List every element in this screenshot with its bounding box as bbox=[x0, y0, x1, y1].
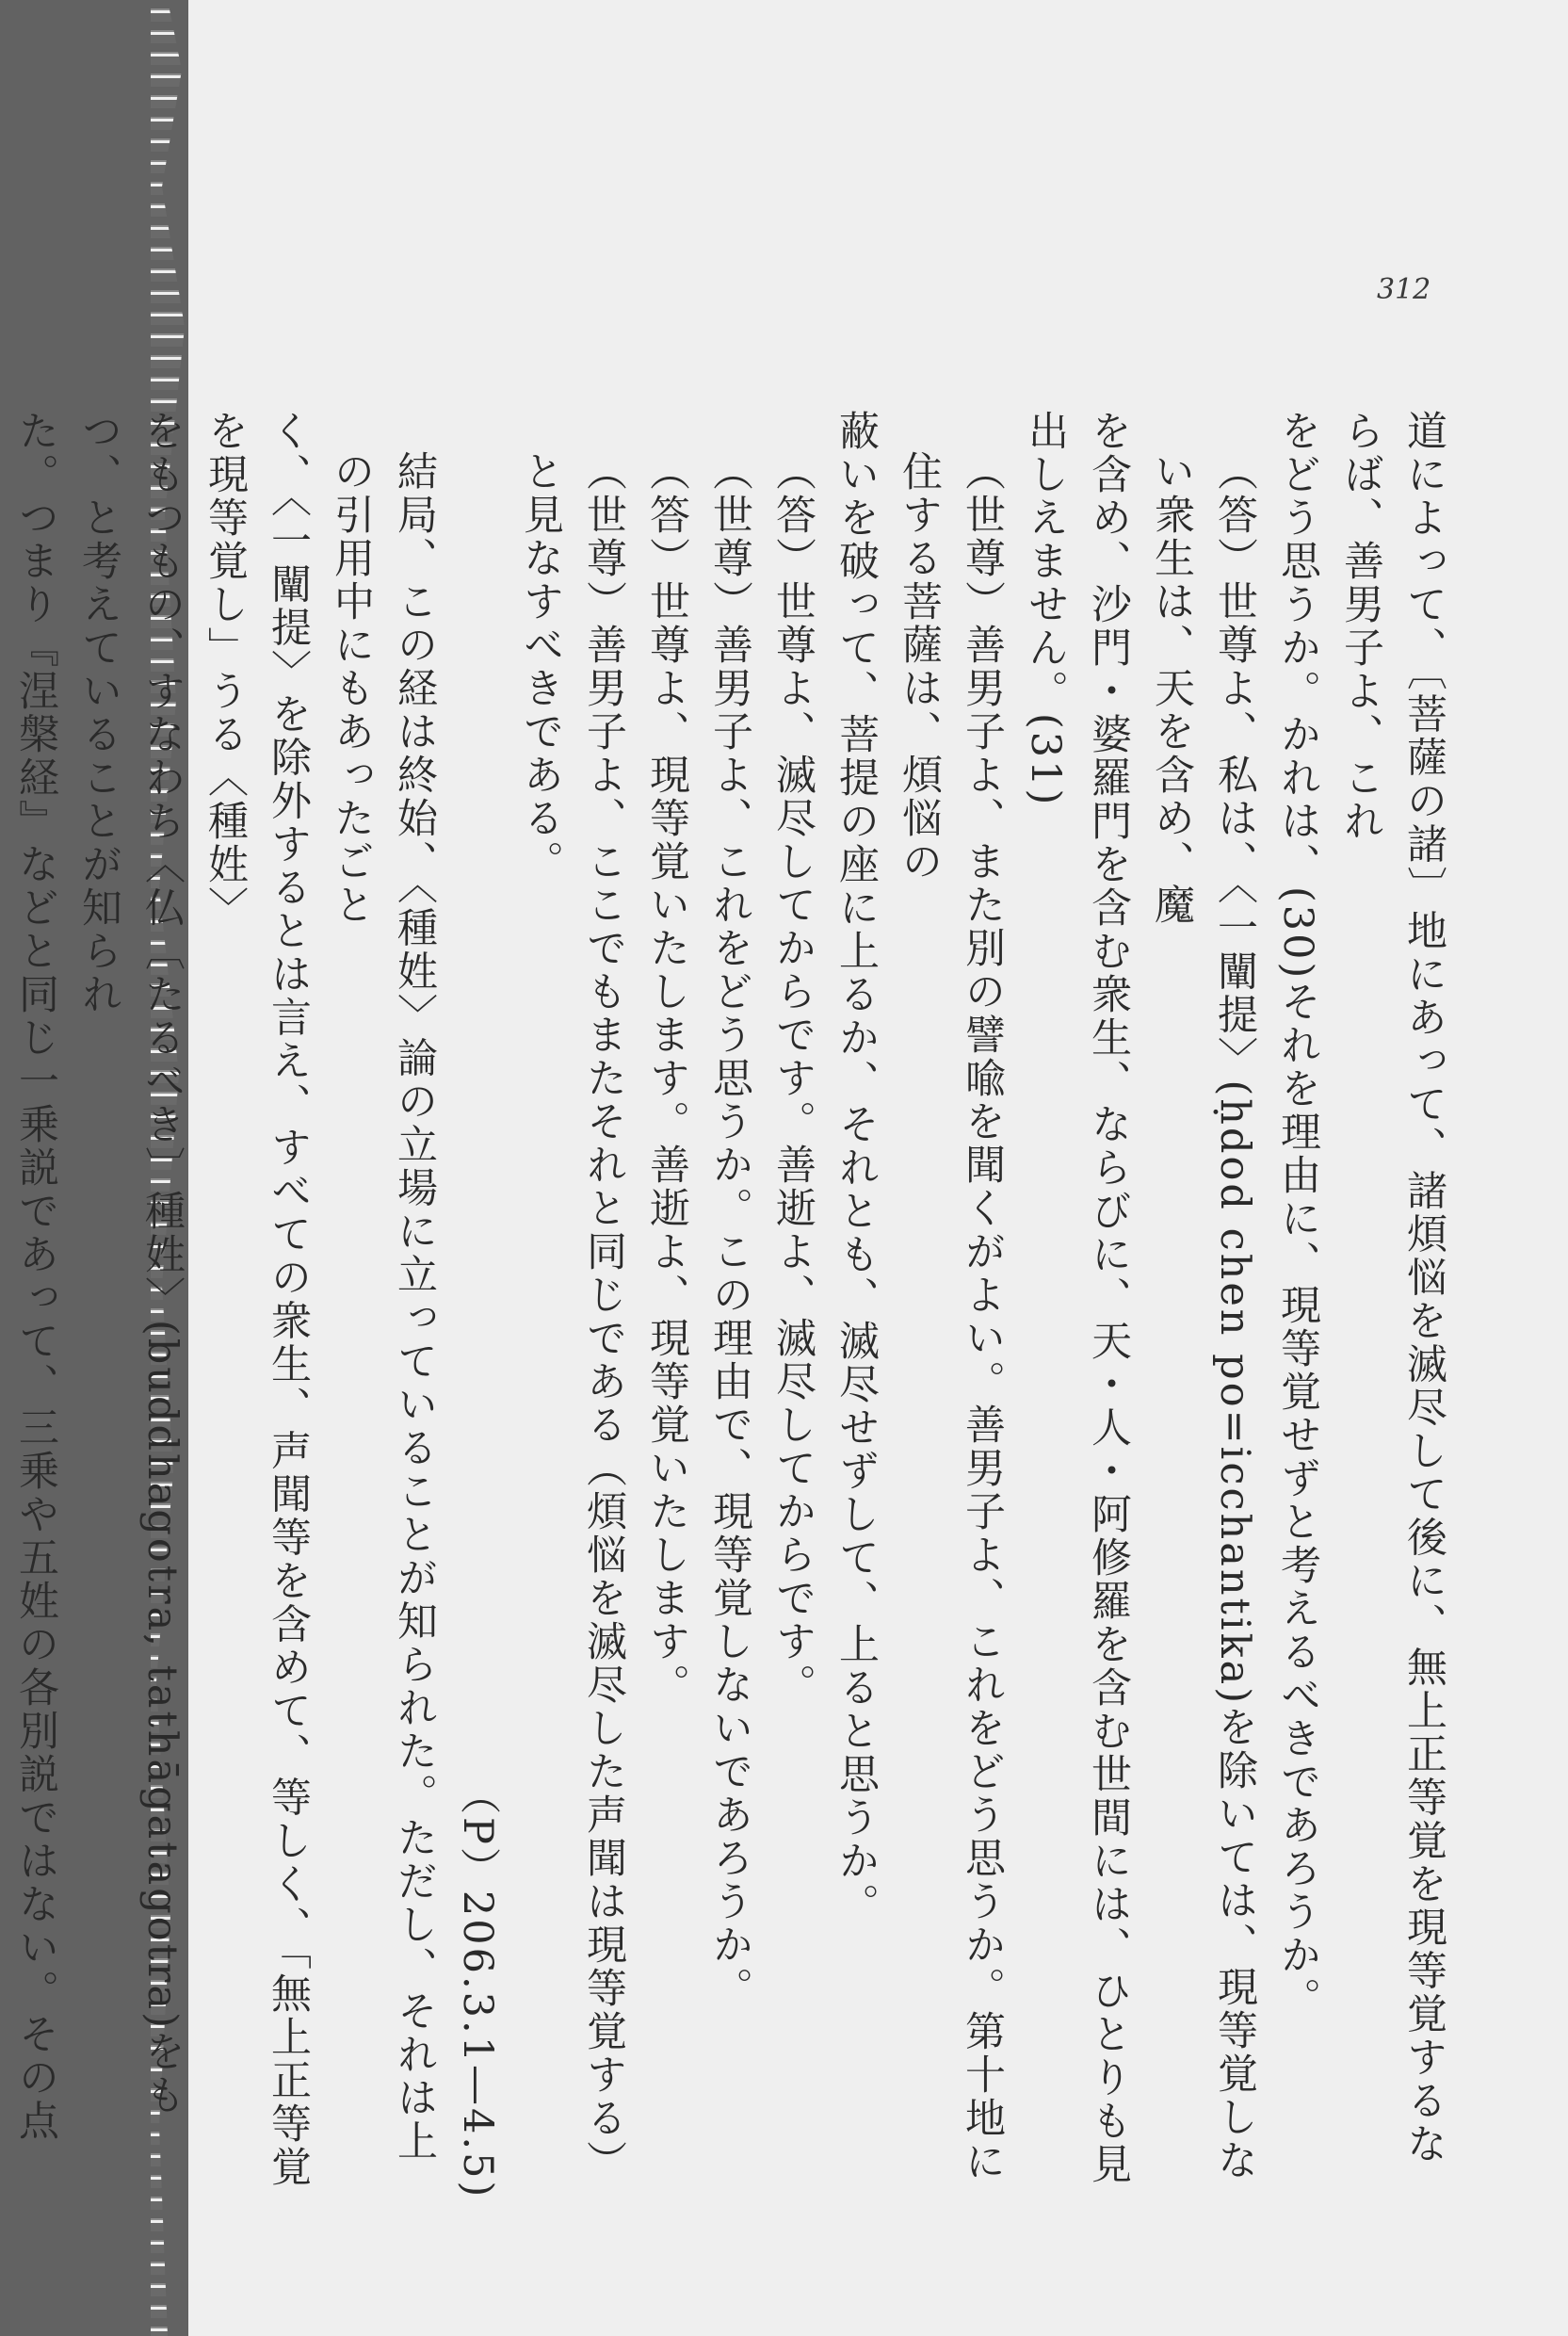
paragraph-line: た。つまり『涅槃経』などと同じ一乗説であって、三乗や五姓の各別説ではない。その点 bbox=[12, 410, 59, 2143]
text-line: （世尊）善男子よ、ここでもまたそれと同じである（煩悩を滅尽した声聞は現等覚する）と見なすべきである。 bbox=[517, 450, 627, 2183]
text-line: （世尊）善男子よ、また別の譬喩を聞くがよい。善男子よ、これをどう思うか。第十地に住する菩薩は、煩悩の bbox=[896, 450, 1006, 2183]
paragraph-line: 結局、この経は終始、〈種姓〉論の立場に立っていることが知られた。ただし、それは上の引用中にもあったごと bbox=[328, 450, 438, 2164]
text-line: を含め、沙門・婆羅門を含む衆生、ならびに、天・人・阿修羅を含む世間には、ひとりも見出しえません。(31) bbox=[1022, 410, 1132, 2186]
text-line: （答）世尊よ、現等覚いたします。善逝よ、現等覚いたします。 bbox=[643, 450, 690, 1707]
text-line: （答）世尊よ、私は、〈一闡提〉(ḥdod chen po=icchantika)を除いては、現等覚しない衆生は、天を含め、魔 bbox=[1148, 450, 1258, 2183]
text-line: （答）世尊よ、滅尽してからです。善逝よ、滅尽してからです。 bbox=[769, 450, 816, 1707]
text-line: （世尊）善男子よ、これをどう思うか。この理由で、現等覚しないであろうか。 bbox=[706, 450, 753, 2010]
page-number: 312 bbox=[1377, 273, 1431, 306]
text-line: をどう思うか。かれは、(30)それを理由に、現等覚せずと考えるべきであろうか。 bbox=[1274, 410, 1321, 2021]
text-line: 道によって、〔菩薩の諸〕地にあって、諸煩悩を滅尽して後に、無上正等覚を現等覚するならば、善男子よ、これ bbox=[1337, 410, 1447, 2166]
text-line: 蔽いを破って、菩提の座に上るか、それとも、滅尽せずして、上ると思うか。 bbox=[832, 410, 880, 1926]
paragraph-line: く、〈一闡提〉を除外するとは言え、すべての衆生、声聞等を含めて、等しく、「無上正等覚を現等覚し」うる〈種姓〉 bbox=[202, 410, 312, 2189]
paragraph-line: をもつもの、すなわち〈仏〔たるべき〕種姓〉(buddhagotra, tathāgatagotra)をもつ、と考えていることが知られ bbox=[75, 410, 186, 2117]
vertical-text-block bbox=[0, 410, 1455, 2199]
citation: （P）206.3.1—4.5) bbox=[454, 1773, 501, 2199]
